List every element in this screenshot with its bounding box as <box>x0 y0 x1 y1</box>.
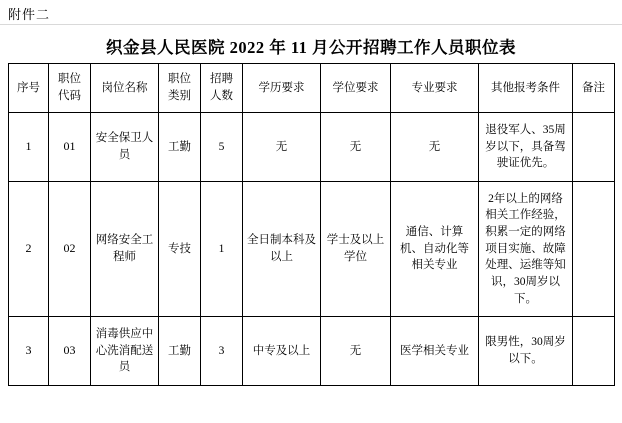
column-header-major: 专业要求 <box>391 64 479 113</box>
table-row <box>9 317 615 386</box>
cell-index: 1 <box>9 113 49 182</box>
table-row <box>9 113 615 182</box>
cell-name: 网络安全工程师 <box>91 182 159 317</box>
column-header-degree: 学位要求 <box>321 64 391 113</box>
job-positions-table <box>8 63 615 386</box>
cell-category: 工勤 <box>159 317 201 386</box>
cell-index: 2 <box>9 182 49 317</box>
cell-degree: 学士及以上学位 <box>321 182 391 317</box>
attachment-label: 附件二 <box>8 7 51 22</box>
cell-other: 2年以上的网络相关工作经验，积累一定的网络项目实施、故障处理、运维等知识，30周岁以下。 <box>479 182 573 317</box>
cell-major: 医学相关专业 <box>391 317 479 386</box>
cell-remark <box>573 182 615 317</box>
page-title: 织金县人民医院 2022 年 11 月公开招聘工作人员职位表 <box>105 38 517 57</box>
column-header-education: 学历要求 <box>243 64 321 113</box>
column-header-name: 岗位名称 <box>91 64 159 113</box>
column-header-remark: 备注 <box>573 64 615 113</box>
column-header-index: 序号 <box>9 64 49 113</box>
header-divider <box>0 24 622 25</box>
cell-education: 中专及以上 <box>243 317 321 386</box>
column-header-category: 职位类别 <box>159 64 201 113</box>
cell-code: 01 <box>49 113 91 182</box>
cell-education: 无 <box>243 113 321 182</box>
table-header-row <box>9 64 615 113</box>
cell-index: 3 <box>9 317 49 386</box>
cell-education: 全日制本科及以上 <box>243 182 321 317</box>
cell-degree: 无 <box>321 113 391 182</box>
cell-name: 消毒供应中心洗消配送员 <box>91 317 159 386</box>
cell-count: 3 <box>201 317 243 386</box>
cell-category: 专技 <box>159 182 201 317</box>
cell-major: 无 <box>391 113 479 182</box>
cell-other: 限男性，30周岁以下。 <box>479 317 573 386</box>
cell-category: 工勤 <box>159 113 201 182</box>
cell-remark <box>573 113 615 182</box>
cell-remark <box>573 317 615 386</box>
column-header-other: 其他报考条件 <box>479 64 573 113</box>
column-header-code: 职位代码 <box>49 64 91 113</box>
cell-degree: 无 <box>321 317 391 386</box>
cell-count: 5 <box>201 113 243 182</box>
table-row <box>9 182 615 317</box>
cell-major: 通信、计算机、自动化等相关专业 <box>391 182 479 317</box>
cell-other: 退役军人、35周岁以下，具备驾驶证优先。 <box>479 113 573 182</box>
column-header-count: 招聘人数 <box>201 64 243 113</box>
cell-name: 安全保卫人员 <box>91 113 159 182</box>
cell-count: 1 <box>201 182 243 317</box>
cell-code: 03 <box>49 317 91 386</box>
cell-code: 02 <box>49 182 91 317</box>
